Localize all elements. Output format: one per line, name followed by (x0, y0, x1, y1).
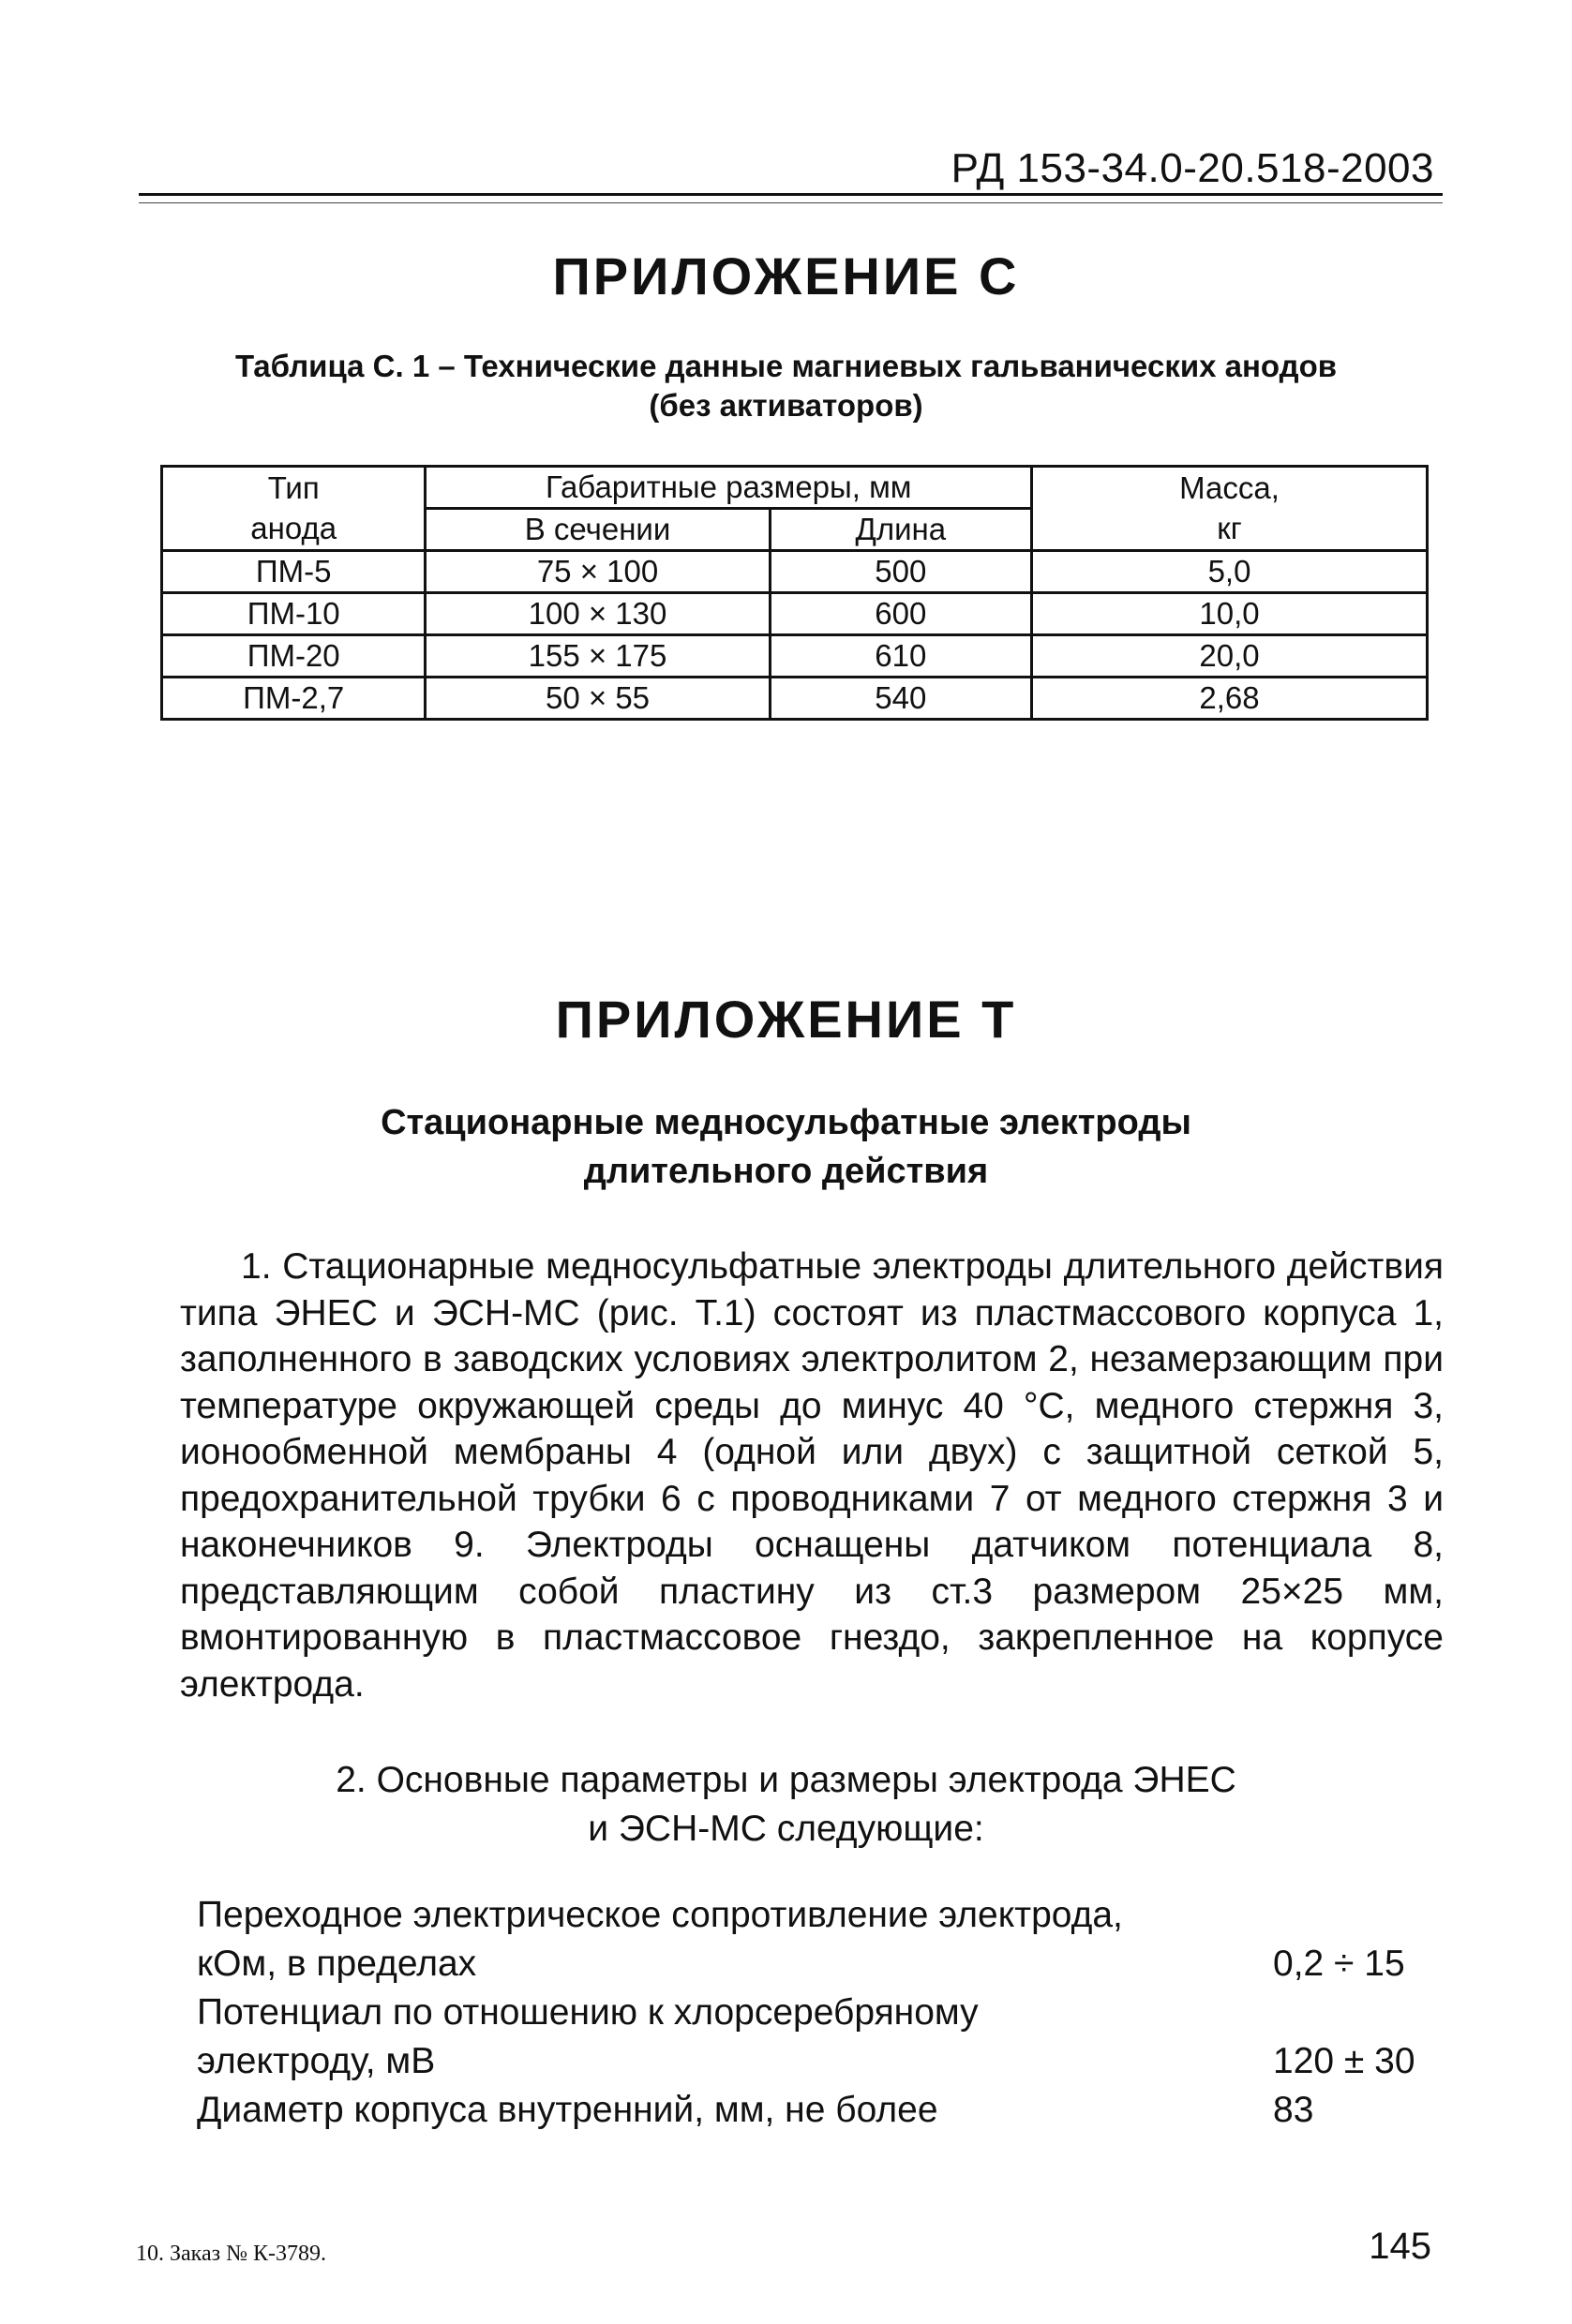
cell-type: ПМ-5 (162, 551, 426, 593)
param-value: 83 (1273, 2090, 1314, 2130)
header-mass-2: кг (1032, 509, 1428, 551)
param-row (197, 1989, 1444, 2086)
appendix-t-subtitle (0, 1098, 1572, 1196)
header-type-2: анода (162, 509, 426, 551)
paragraph-1 (180, 1244, 1444, 1707)
header-section: В сечении (426, 509, 770, 551)
header-dims: Габаритные размеры, мм (426, 467, 1032, 509)
cell-section: 155 × 175 (426, 635, 770, 678)
param-label-line1: Потенциал по отношению к хлорсеребряному (197, 1992, 979, 2033)
table-row (162, 551, 1428, 593)
doc-code: РД 153-34.0-20.518-2003 (951, 145, 1434, 191)
cell-type: ПМ-2,7 (162, 678, 426, 720)
table-row (162, 635, 1428, 678)
paragraph-2 (0, 1756, 1572, 1854)
cell-type: ПМ-10 (162, 593, 426, 635)
cell-length: 610 (770, 635, 1031, 678)
order-note: 10. Заказ № К-3789. (136, 2242, 327, 2266)
cell-length: 540 (770, 678, 1031, 720)
table-caption-line1: Таблица С. 1 – Технические данные магниевых гальванических анодов (234, 349, 1338, 383)
table-subheader-row (162, 509, 1428, 551)
param-row (197, 1891, 1444, 1989)
param-row (197, 2086, 1444, 2135)
appendix-t-title: ПРИЛОЖЕНИЕ Т (555, 990, 1017, 1049)
subtitle-line1: Стационарные медносульфатные электроды (381, 1103, 1191, 1142)
table-row (162, 593, 1428, 635)
cell-mass: 10,0 (1032, 593, 1428, 635)
header-rule (139, 193, 1443, 196)
cell-mass: 2,68 (1032, 678, 1428, 720)
cell-section: 100 × 130 (426, 593, 770, 635)
table-header-row (162, 467, 1428, 509)
paragraph-2-line2: и ЭСН-МС следующие: (588, 1809, 984, 1849)
table-caption (0, 347, 1572, 425)
header-length: Длина (770, 509, 1031, 551)
paragraph-1-text: 1. Стационарные медносульфатные электроды длительного действия типа ЭНЕС и ЭСН-МС (рис. Т.1) состоят из пластмассового корпуса 1, заполненного в заводских условиях электролитом 2, незамерзающим при температуре окружающей среды до минус 40 °С, медного стержня 3, ионообменной мембраны 4 (одной или двух) с защитной сеткой 5, предохранительной трубки 6 с проводниками 7 от медного стержня 3 и наконечников 9. Электроды оснащены датчиком потенциала 8, представляющим собой пластину из ст.3 размером 25×25 мм, вмонтированную в пластмассовое гнездо, закрепленное на корпусе электрода. (180, 1246, 1444, 1705)
cell-type: ПМ-20 (162, 635, 426, 678)
appendix-c-title: ПРИЛОЖЕНИЕ С (552, 246, 1020, 305)
cell-length: 500 (770, 551, 1031, 593)
param-value: 0,2 ÷ 15 (1273, 1944, 1405, 1984)
param-value: 120 ± 30 (1273, 2041, 1415, 2081)
param-label-line2: кОм, в пределах (197, 1944, 477, 1984)
cell-length: 600 (770, 593, 1031, 635)
table-caption-line2: (без активаторов) (649, 388, 923, 423)
anodes-table (160, 465, 1429, 721)
page-number: 145 (1369, 2226, 1431, 2267)
cell-section: 75 × 100 (426, 551, 770, 593)
cell-mass: 5,0 (1032, 551, 1428, 593)
header-rule-thin (139, 202, 1443, 203)
subtitle-line2: длительного действия (583, 1152, 989, 1191)
param-label-line2: Диаметр корпуса внутренний, мм, не более (197, 2090, 938, 2130)
param-label-line1: Переходное электрическое сопротивление электрода, (197, 1895, 1123, 1935)
header-mass-1: Масса, (1032, 467, 1428, 509)
parameters-list (197, 1891, 1444, 2135)
header-type-1: Тип (162, 467, 426, 509)
cell-mass: 20,0 (1032, 635, 1428, 678)
cell-section: 50 × 55 (426, 678, 770, 720)
table-row (162, 678, 1428, 720)
param-label-line2: электроду, мВ (197, 2041, 436, 2081)
paragraph-2-line1: 2. Основные параметры и размеры электрода ЭНЕС (336, 1760, 1236, 1800)
